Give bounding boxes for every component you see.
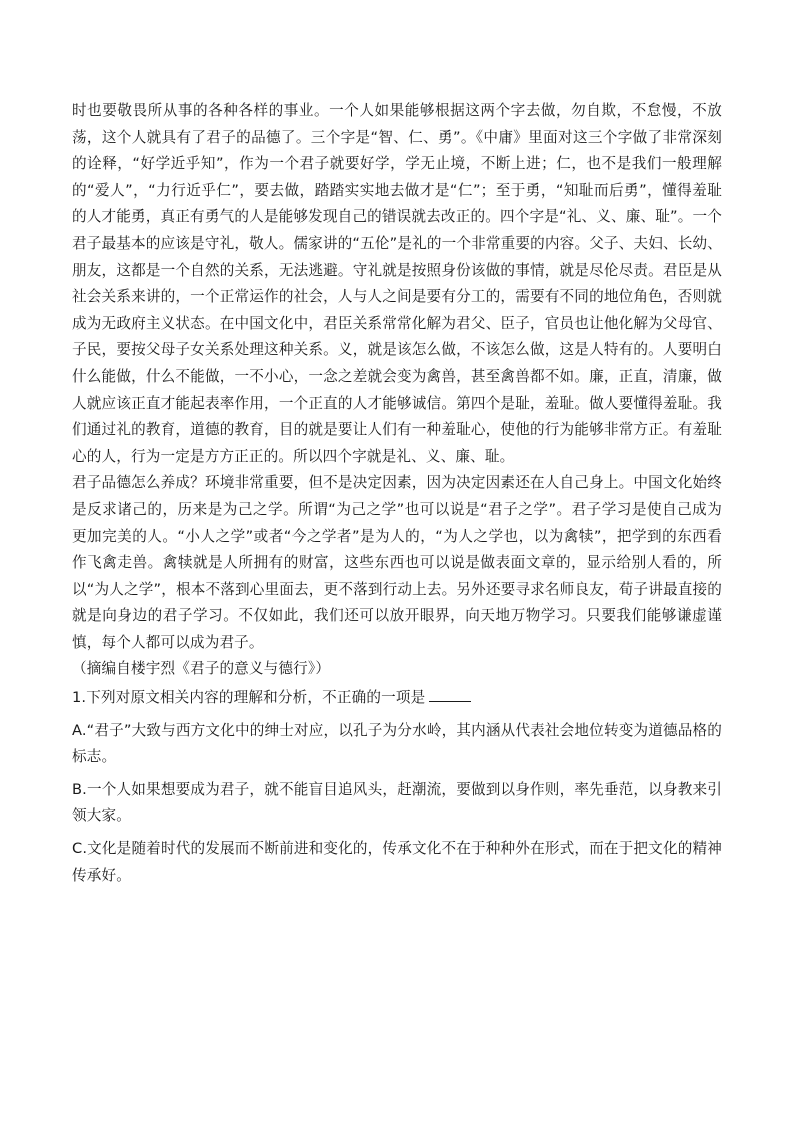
passage-citation: （摘编自楼宇烈《君子的意义与德行》） bbox=[72, 660, 331, 678]
option-c: C.文化是随着时代的发展而不断前进和变化的，传承文化不在于种种外在形式，而在于把文化的精神传承好。 bbox=[72, 840, 722, 884]
passage-paragraph-1: 时也要敬畏所从事的各种各样的事业。一个人如果能够根据这两个字去做，勿自欺，不怠慢，不放荡，这个人就具有了君子的品德了。三个字是“智、仁、勇”。《中庸》里面对这三个字做了非常深刻的诠释，“好学近乎知”，作为一个君子就要好学，学无止境，不断上进；仁，也不是我们一般理解的“爱人”，“力行近乎仁”，要去做，踏踏实实地去做才是“仁”；至于勇，“知耻而后勇”，懂得羞耻的人才能勇，真正有勇气的人是能够发现自己的错误就去改正的。四个字是“礼、义、廉、耻”。一个君子最基本的应该是守礼，敬人。儒家讲的“五伦”是礼的一个非常重要的内容。父子、夫妇、长幼、朋友，这都是一个自然的关系，无法逃避。守礼就是按照身份该做的事情，就是尽伦尽责。君臣是从社会关系来讲的，一个正常运作的社会，人与人之间是要有分工的，需要有不同的地位角色，否则就成为无政府主义状态。在中国文化中，君臣关系常常化解为君父、臣子，官员也让他化解为父母官、子民，要按父母子女关系处理这种关系。义，就是该怎么做，不该怎么做，这是人特有的。人要明白什么能做，什么不能做，一不小心，一念之差就会变为禽兽，甚至禽兽都不如。廉，正直，清廉，做人就应该正直才能起表率作用，一个正直的人才能够诚信。第四个是耻，羞耻。做人要懂得羞耻。我们通过礼的教育，道德的教育，目的就是要让人们有一种羞耻心，使他的行为能够非常方正。有羞耻心的人，行为一定是方方正正的。所以四个字就是礼、义、廉、耻。 bbox=[72, 102, 722, 465]
document-content bbox=[72, 98, 722, 889]
passage-paragraph-2: 君子品德怎么养成？环境非常重要，但不是决定因素，因为决定因素还在人自己身上。中国文化始终是反求诸己的，历来是为己之学。所谓“为己之学”也可以说是“君子之学”。君子学习是使自己成为更加完美的人。“小人之学”或者“今之学者”是为人的，“为人之学也，以为禽犊”，把学到的东西看作飞禽走兽。禽犊就是人所拥有的财富，这些东西也可以说是做表面文章的，显示给别人看的，所以“为人之学”，根本不落到心里面去，更不落到行动上去。另外还要寻求名师良友，荀子讲最直接的就是向身边的君子学习。不仅如此，我们还可以放开眼界，向天地万物学习。只要我们能够谦虚谨慎，每个人都可以成为君子。 bbox=[72, 474, 722, 651]
option-b: B.一个人如果想要成为君子，就不能盲目追风头，赶潮流，要做到以身作则，率先垂范，以身教来引领大家。 bbox=[72, 780, 722, 825]
answer-blank bbox=[429, 687, 471, 702]
option-a: A.“君子”大致与西方文化中的绅士对应，以孔子为分水岭，其内涵从代表社会地位转变为道德品格的标志。 bbox=[72, 721, 722, 766]
question-stem-line bbox=[72, 685, 722, 712]
question-stem: 1.下列对原文相关内容的理解和分析，不正确的一项是 bbox=[72, 689, 426, 707]
